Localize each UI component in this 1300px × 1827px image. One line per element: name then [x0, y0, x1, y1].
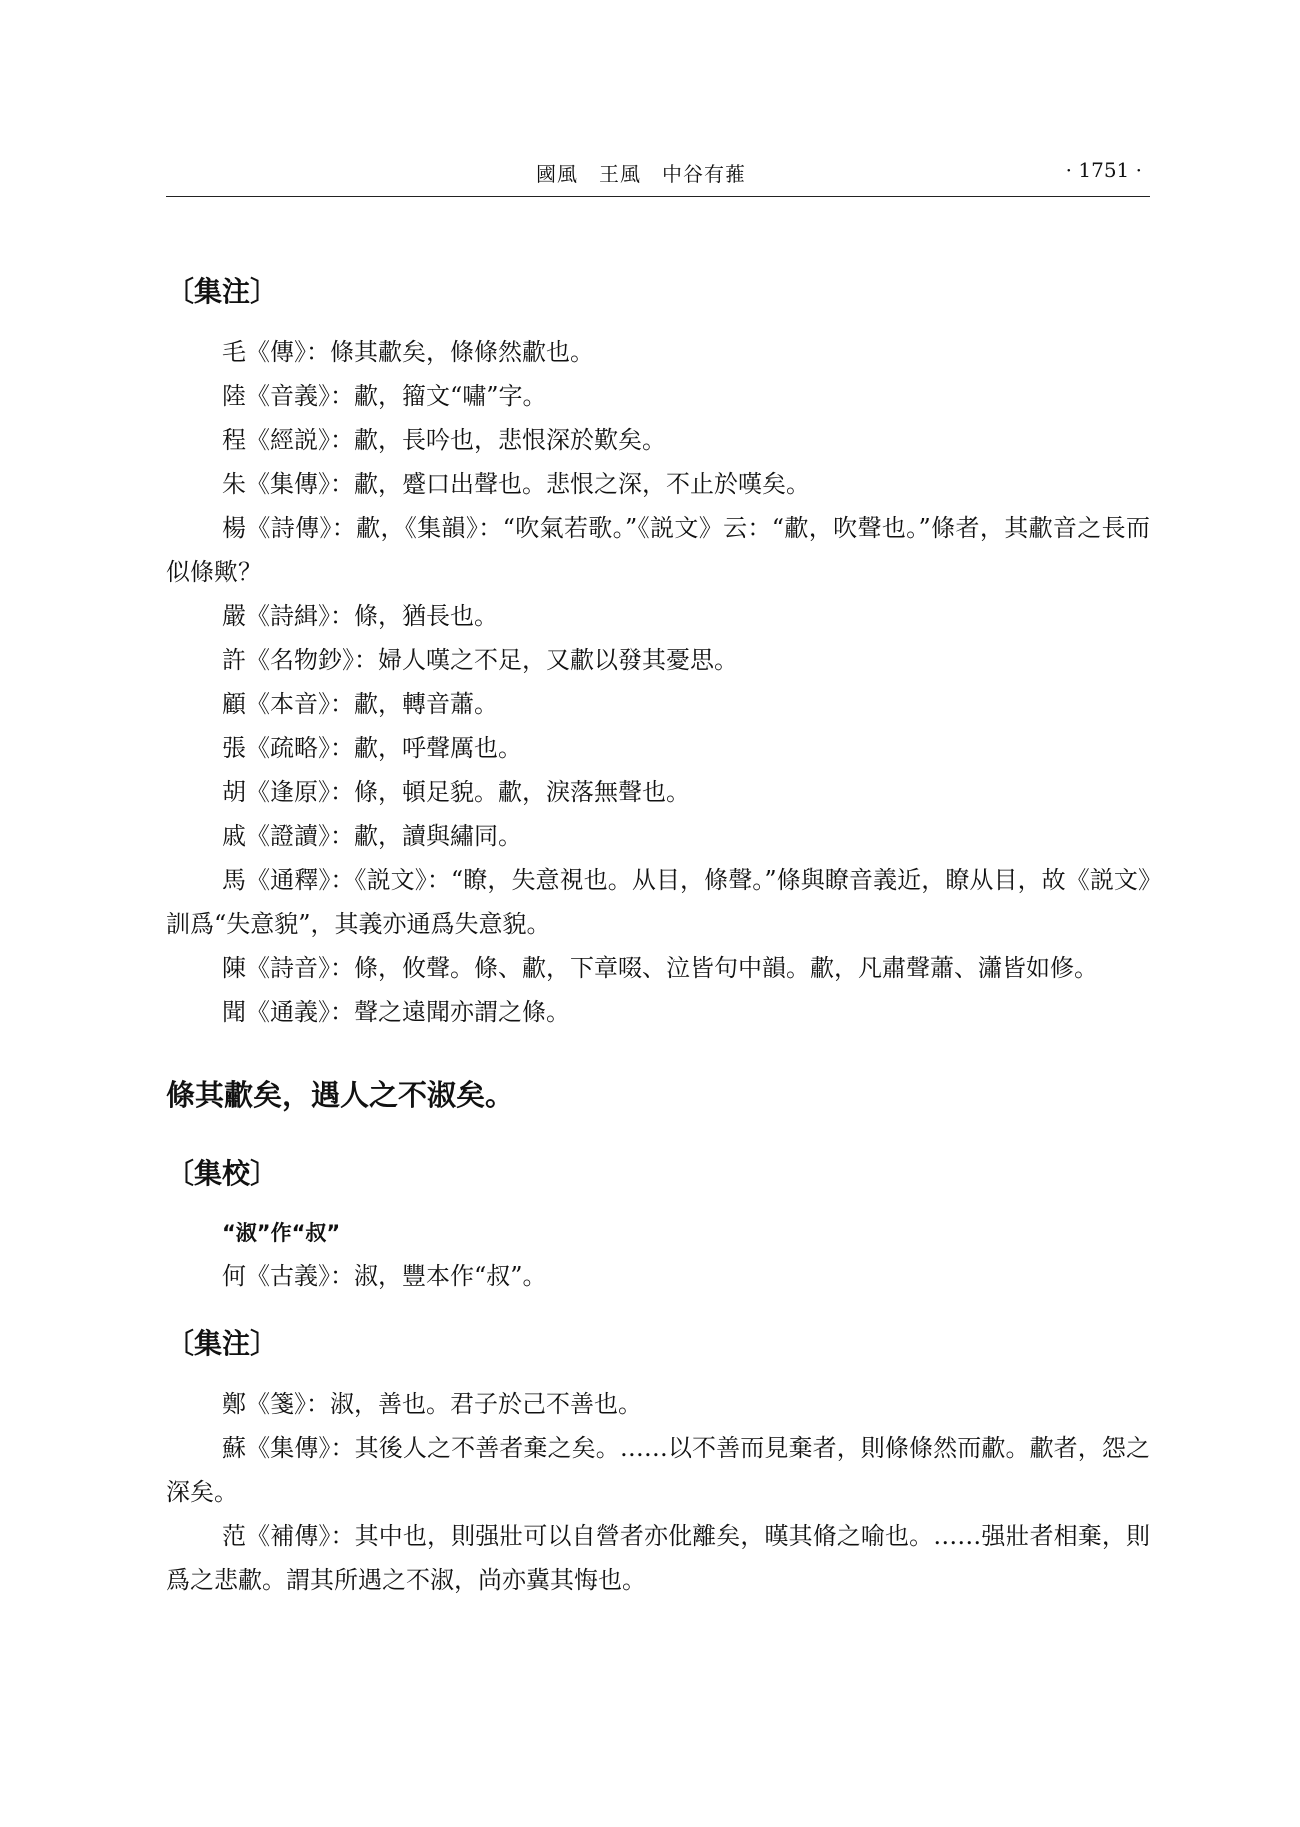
verse-line: 條其歗矣，遇人之不淑矣。 [166, 1078, 515, 1112]
commentary-paragraph: 范《補傳》：其中也，則强壯可以自營者亦仳離矣，暵其脩之喻也。……强壯者相棄，則爲之悲歗。謂其所遇之不淑，尚亦冀其悔也。 [166, 1522, 1150, 1594]
commentary-paragraph: 聞《通義》：聲之遠聞亦謂之條。 [222, 998, 570, 1026]
page-body [166, 272, 1150, 1602]
running-header [166, 158, 1150, 198]
page-number: · 1751 · [1065, 158, 1142, 182]
spacer [166, 1034, 1150, 1072]
running-title: 國風 王風 中谷有蓷 [536, 162, 746, 186]
variant-heading: “淑”作“叔” [222, 1221, 341, 1245]
commentary-paragraph: 鄭《箋》：淑，善也。君子於己不善也。 [222, 1390, 642, 1418]
commentary-paragraph: 胡《逢原》：條，頓足貌。歗，淚落無聲也。 [222, 778, 690, 806]
section-title-jizhu: 〔集注〕 [166, 1327, 279, 1360]
header-rule [166, 196, 1150, 197]
commentary-paragraph: 蘇《集傳》：其後人之不善者棄之矣。……以不善而見棄者，則條條然而歗。歗者，怨之深矣。 [166, 1434, 1150, 1506]
collation-paragraph: 何《古義》：淑，豐本作“叔”。 [222, 1262, 547, 1290]
commentary-paragraph: 陸《音義》：歗，籀文“嘯”字。 [222, 382, 547, 410]
commentary-paragraph: 張《疏略》：歗，呼聲厲也。 [222, 734, 522, 762]
commentary-paragraph: 嚴《詩緝》：條，猶長也。 [222, 602, 498, 630]
section-title-jijiao: 〔集校〕 [166, 1157, 279, 1190]
commentary-paragraph: 楊《詩傳》：歗，《集韻》：“吹氣若歌。”《説文》云：“歗，吹聲也。”條者，其歗音之長而似條歟？ [166, 514, 1150, 586]
section-title-jizhu: 〔集注〕 [166, 275, 279, 308]
commentary-paragraph: 程《經説》：歗，長吟也，悲恨深於歎矣。 [222, 426, 666, 454]
commentary-paragraph: 朱《集傳》：歗，蹙口出聲也。悲恨之深，不止於嘆矣。 [222, 470, 810, 498]
commentary-paragraph: 許《名物鈔》：婦人嘆之不足，又歗以發其憂思。 [222, 646, 738, 674]
commentary-paragraph: 馬《通釋》：《説文》：“瞭，失意視也。从目，條聲。”條與瞭音義近，瞭从目，故《説文》訓爲“失意貌”，其義亦通爲失意貌。 [166, 866, 1150, 938]
spacer [166, 1298, 1150, 1324]
spacer [166, 1118, 1150, 1154]
commentary-paragraph: 毛《傳》：條其歗矣，條條然歗也。 [222, 338, 594, 366]
commentary-paragraph: 陳《詩音》：條，攸聲。條、歗，下章啜、泣皆句中韻。歗，凡肅聲蕭、瀟皆如修。 [222, 954, 1098, 982]
commentary-paragraph: 戚《證讀》：歗，讀與繡同。 [222, 822, 522, 850]
commentary-paragraph: 顧《本音》：歗，轉音蕭。 [222, 690, 498, 718]
